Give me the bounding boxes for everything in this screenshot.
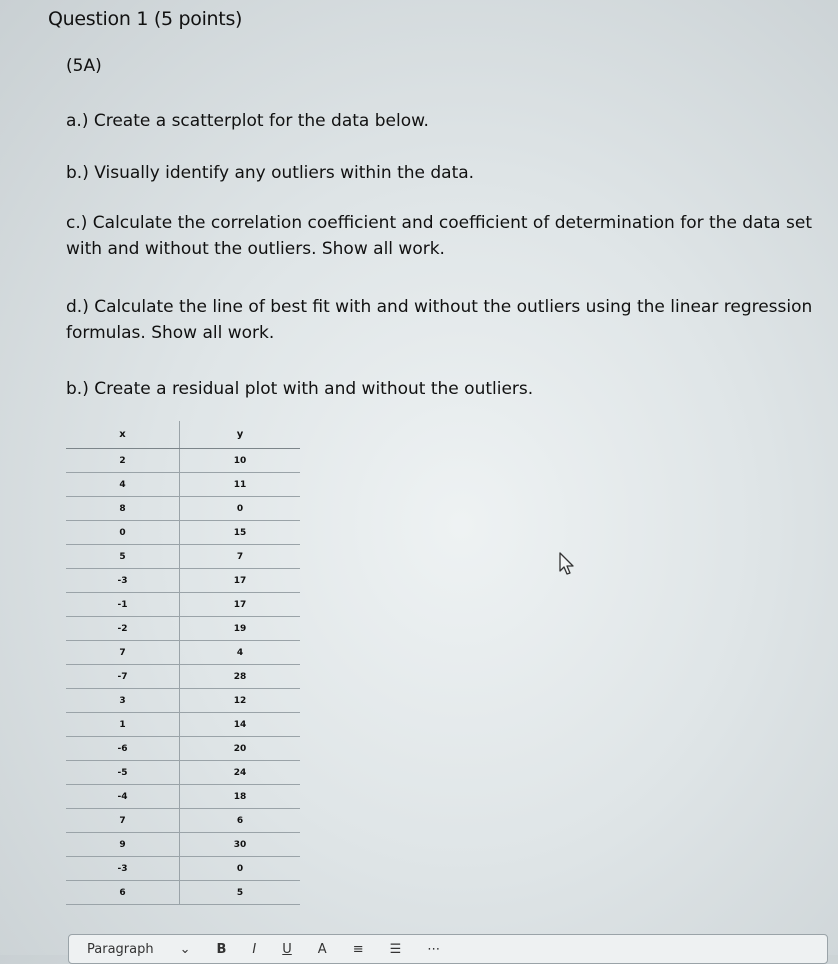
table-row <box>66 809 300 833</box>
cell-y: 11 <box>180 473 301 497</box>
cell-y: 12 <box>180 689 301 713</box>
bold-button[interactable]: B <box>216 941 227 957</box>
table-header-row <box>66 421 300 449</box>
cell-y: 6 <box>180 809 301 833</box>
cell-x: -6 <box>66 737 180 761</box>
table-row <box>66 881 300 905</box>
cell-x: -2 <box>66 617 180 641</box>
part-b-text: b.) Visually identify any outliers within the data. <box>66 163 475 183</box>
cell-x: -3 <box>66 569 180 593</box>
font-color-button[interactable]: A <box>317 941 327 957</box>
part-e-text: b.) Create a residual plot with and without the outliers. <box>66 379 534 399</box>
cell-x: 2 <box>66 449 180 473</box>
table-row <box>66 449 300 473</box>
cell-y: 19 <box>180 617 301 641</box>
table-row <box>66 641 300 665</box>
cell-y: 30 <box>180 833 301 857</box>
cell-y: 7 <box>180 545 301 569</box>
cell-x: -5 <box>66 761 180 785</box>
table-row <box>66 521 300 545</box>
table-row <box>66 593 300 617</box>
cell-x: 0 <box>66 521 180 545</box>
table-body <box>66 449 300 905</box>
cell-x: 8 <box>66 497 180 521</box>
table-row <box>66 857 300 881</box>
mouse-pointer-icon <box>558 551 578 577</box>
data-table <box>66 421 300 905</box>
list-button[interactable]: ☰ <box>389 941 402 957</box>
table-row <box>66 761 300 785</box>
cell-x: 7 <box>66 641 180 665</box>
cell-x: -7 <box>66 665 180 689</box>
cell-x: 3 <box>66 689 180 713</box>
cell-x: 1 <box>66 713 180 737</box>
cell-y: 5 <box>180 881 301 905</box>
cell-x: -1 <box>66 593 180 617</box>
table-row <box>66 617 300 641</box>
cell-y: 15 <box>180 521 301 545</box>
table-row <box>66 689 300 713</box>
table-row <box>66 569 300 593</box>
question-title: Question 1 (5 points) <box>48 8 243 30</box>
part-a-text: a.) Create a scatterplot for the data below. <box>66 111 429 131</box>
cell-y: 20 <box>180 737 301 761</box>
cell-y: 24 <box>180 761 301 785</box>
cell-y: 10 <box>180 449 301 473</box>
cell-y: 28 <box>180 665 301 689</box>
cell-x: 5 <box>66 545 180 569</box>
table-row <box>66 737 300 761</box>
part-d-text: d.) Calculate the line of best fit with and without the outliers using the linear regression formulas. Show all work. <box>66 297 813 343</box>
table-row <box>66 473 300 497</box>
underline-button[interactable]: U <box>282 941 292 957</box>
cell-y: 18 <box>180 785 301 809</box>
more-options-button[interactable]: ⋯ <box>427 941 441 957</box>
cell-y: 17 <box>180 593 301 617</box>
paragraph-dropdown[interactable]: Paragraph <box>87 941 154 957</box>
cell-y: 14 <box>180 713 301 737</box>
chevron-down-icon[interactable]: ⌄ <box>179 941 191 957</box>
editor-toolbar <box>68 934 828 964</box>
section-label: (5A) <box>66 56 102 76</box>
cell-x: -4 <box>66 785 180 809</box>
header-x: x <box>66 421 180 449</box>
cell-y: 0 <box>180 497 301 521</box>
table-row <box>66 785 300 809</box>
cell-x: 9 <box>66 833 180 857</box>
table-row <box>66 545 300 569</box>
table-row <box>66 713 300 737</box>
table-row <box>66 497 300 521</box>
cell-y: 17 <box>180 569 301 593</box>
table-row <box>66 833 300 857</box>
align-button[interactable]: ≡ <box>352 941 364 957</box>
cell-y: 0 <box>180 857 301 881</box>
cell-x: 6 <box>66 881 180 905</box>
italic-button[interactable]: I <box>252 941 257 957</box>
cell-x: 7 <box>66 809 180 833</box>
table-row <box>66 665 300 689</box>
cell-y: 4 <box>180 641 301 665</box>
part-c-text: c.) Calculate the correlation coefficient and coefficient of determination for the data set with and without the outliers. Show all work. <box>66 213 812 259</box>
cell-x: -3 <box>66 857 180 881</box>
cell-x: 4 <box>66 473 180 497</box>
header-y: y <box>180 421 301 449</box>
